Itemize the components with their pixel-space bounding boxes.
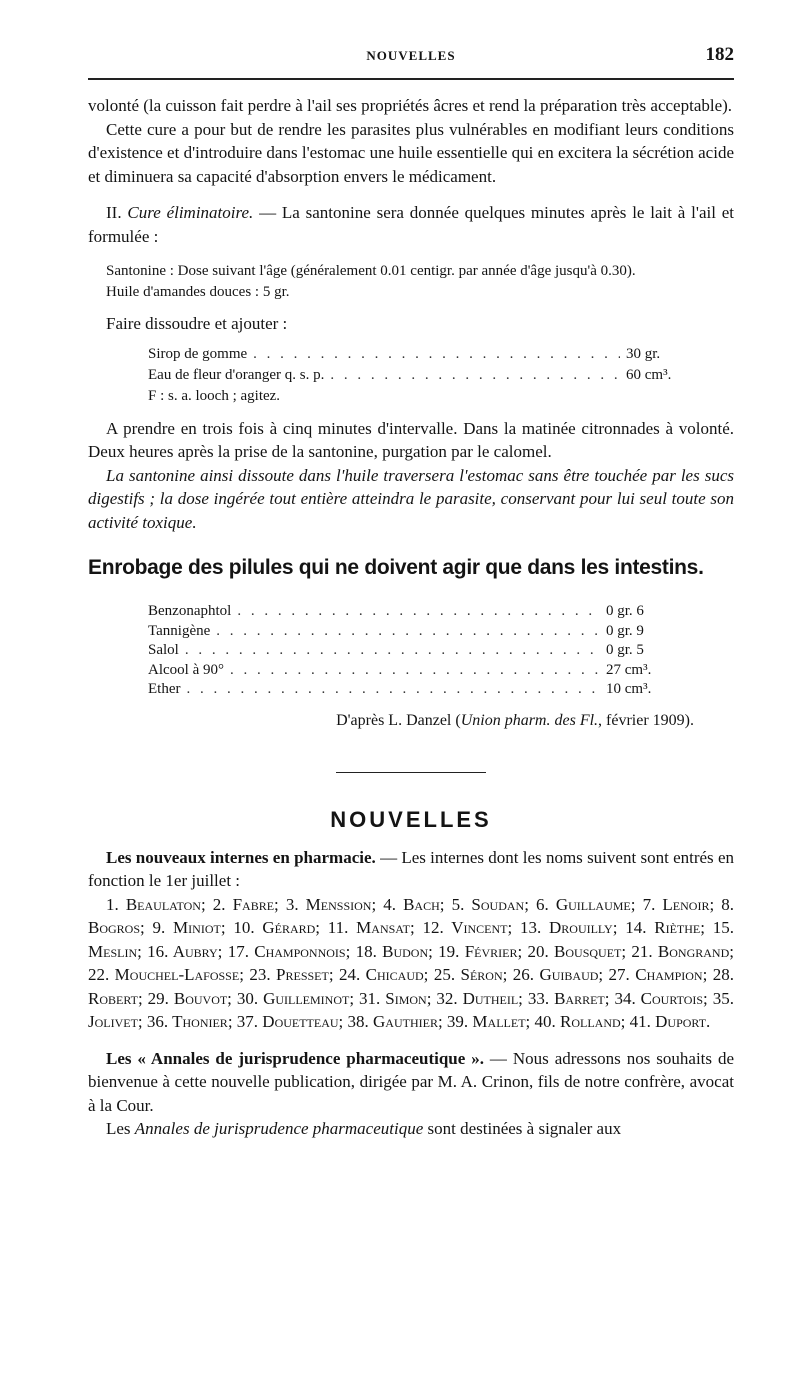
news-item-title: Les « Annales de jurisprudence pharmaceutique ». [106, 1048, 484, 1068]
recipe-row [148, 661, 666, 681]
ingredient-quantity: 0 gr. 6 [606, 603, 644, 619]
paragraph-dosing: A prendre en trois fois à cinq minutes d'intervalle. Dans la matinée citronnades à volonté. Deux heures après la prise de la santonine, purgation par le calomel. [88, 418, 734, 461]
ingredient-quantity: 10 cm³. [606, 681, 652, 697]
leader-dots [230, 661, 600, 681]
ingredient-name: Eau de fleur d'oranger q. s. p. [148, 366, 325, 383]
news-item-intro: — Les internes dont les noms suivent sont entrés en fonction le 1er juillet : [88, 847, 735, 890]
section-heading-pills: Enrobage des pilules qui ne doivent agir que dans les intestins. [88, 556, 704, 579]
section-divider [336, 772, 486, 773]
pill-coating-recipe [148, 602, 666, 700]
ingredient-name: Tannigène [148, 622, 211, 639]
leader-dots [237, 602, 600, 622]
news-item-annales [88, 1047, 734, 1118]
ingredient-name: Alcool à 90° [148, 661, 224, 678]
paragraph-cure-purpose: Cette cure a pour but de rendre les parasites plus vulnérables en modifiant leurs conditions d'existence et d'introduire dans l'estomac une huile essentielle qui en excitera la sécrétion acide et diminuera sa capacité d'absorption envers le médicament. [88, 119, 734, 186]
leader-dots [185, 641, 600, 661]
section-title: Cure éliminatoire. [127, 203, 254, 222]
paragraph-cure-eliminatoire [88, 201, 734, 248]
ingredient-quantity: 30 gr. [626, 345, 661, 362]
syrup-recipe [148, 344, 678, 407]
section-label: II. [106, 203, 128, 222]
formula-santonine: Santonine : Dose suivant l'âge (généralement 0.01 centigr. par année d'âge jusqu'à 0.30). [106, 263, 636, 279]
ingredient-name: Salol [148, 642, 179, 658]
ingredient-name: Sirop de gomme [148, 345, 248, 362]
source-credit: D'après L. Danzel (Union pharm. des Fl., février 1909). [336, 711, 694, 729]
leader-dots [186, 680, 600, 700]
recipe-row [148, 622, 666, 642]
ingredient-quantity: 27 cm³. [606, 661, 652, 678]
recipe-instructions: F : s. a. looch ; agitez. [148, 387, 281, 404]
ingredient-quantity: 0 gr. 5 [606, 642, 644, 658]
recipe-row [148, 344, 678, 365]
ingredient-name: Benzonaphtol [148, 603, 232, 619]
leader-dots [330, 365, 620, 386]
ingredient-quantity: 60 cm³. [626, 366, 672, 383]
header-rule [88, 78, 734, 80]
leader-dots [216, 622, 600, 642]
paragraph-continuation: volonté (la cuisson fait perdre à l'ail ses propriétés âcres et rend la préparation très acceptable). [88, 96, 733, 115]
recipe-row [148, 680, 666, 700]
dissolve-instruction: Faire dissoudre et ajouter : [106, 314, 288, 333]
ingredient-quantity: 0 gr. 9 [606, 622, 644, 639]
news-item-text: — Nous adressons nos souhaits de bienvenue à cette nouvelle publication, dirigée par M. A. Crinon, fils de notre confrère, avocat à la Cour. [88, 1048, 734, 1115]
interns-list: 1. Beaulaton; 2. Fabre; 3. Menssion; 4. Bach; 5. Soudan; 6. Guillaume; 7. Lenoir; 8. Bogros; 9. Miniot; 10. Gérard; 11. Mansat; 12. Vincent; 13. Drouilly; 14. Rièthe; 15. Meslin; 16. Aubry; 17. Champonnois; 18. Budon; 19. Février; 20. Bousquet; 21. Bongrand; 22. Mouchel-Lafosse; 23. Presset; 24. Chicaud; 25. Séron; 26. Guibaud; 27. Champion; 28. Robert; 29. Bouvot; 30. Guilleminot; 31. Simon; 32. Dutheil; 33. Barret; 34. Courtois; 35. Jolivet; 36. Thonier; 37. Douetteau; 38. Gauthier; 39. Mallet; 40. Rolland; 41. Duport. [88, 894, 734, 1031]
source-journal: Union pharm. des Fl. [460, 711, 599, 729]
news-item-annales-continued: Les Annales de jurisprudence pharmaceutique sont destinées à signaler aux [106, 1119, 622, 1138]
recipe-row [148, 641, 666, 661]
page-number: 182 [705, 44, 734, 65]
recipe-row [148, 602, 666, 622]
news-item-internes [88, 846, 734, 893]
running-head [88, 44, 734, 68]
leader-dots [253, 344, 620, 365]
page-body [88, 94, 734, 1141]
paragraph-santonine-note: La santonine ainsi dissoute dans l'huile traversera l'estomac sans être touchée par les sucs digestifs ; la dose ingérée tout entière atteindra le parasite, conservant pour lui seul toute son activité toxique. [88, 465, 734, 532]
recipe-row [148, 365, 678, 386]
running-title: NOUVELLES [366, 48, 456, 63]
section-title-nouvelles: NOUVELLES [330, 806, 492, 832]
formula-huile: Huile d'amandes douces : 5 gr. [106, 283, 290, 300]
publication-title: Annales de jurisprudence pharmaceutique [134, 1119, 424, 1138]
news-item-title: Les nouveaux internes en pharmacie. [106, 847, 376, 867]
ingredient-name: Ether [148, 681, 181, 697]
section-text: — La santonine sera donnée quelques minutes après le lait à l'ail et formulée : [88, 203, 735, 246]
